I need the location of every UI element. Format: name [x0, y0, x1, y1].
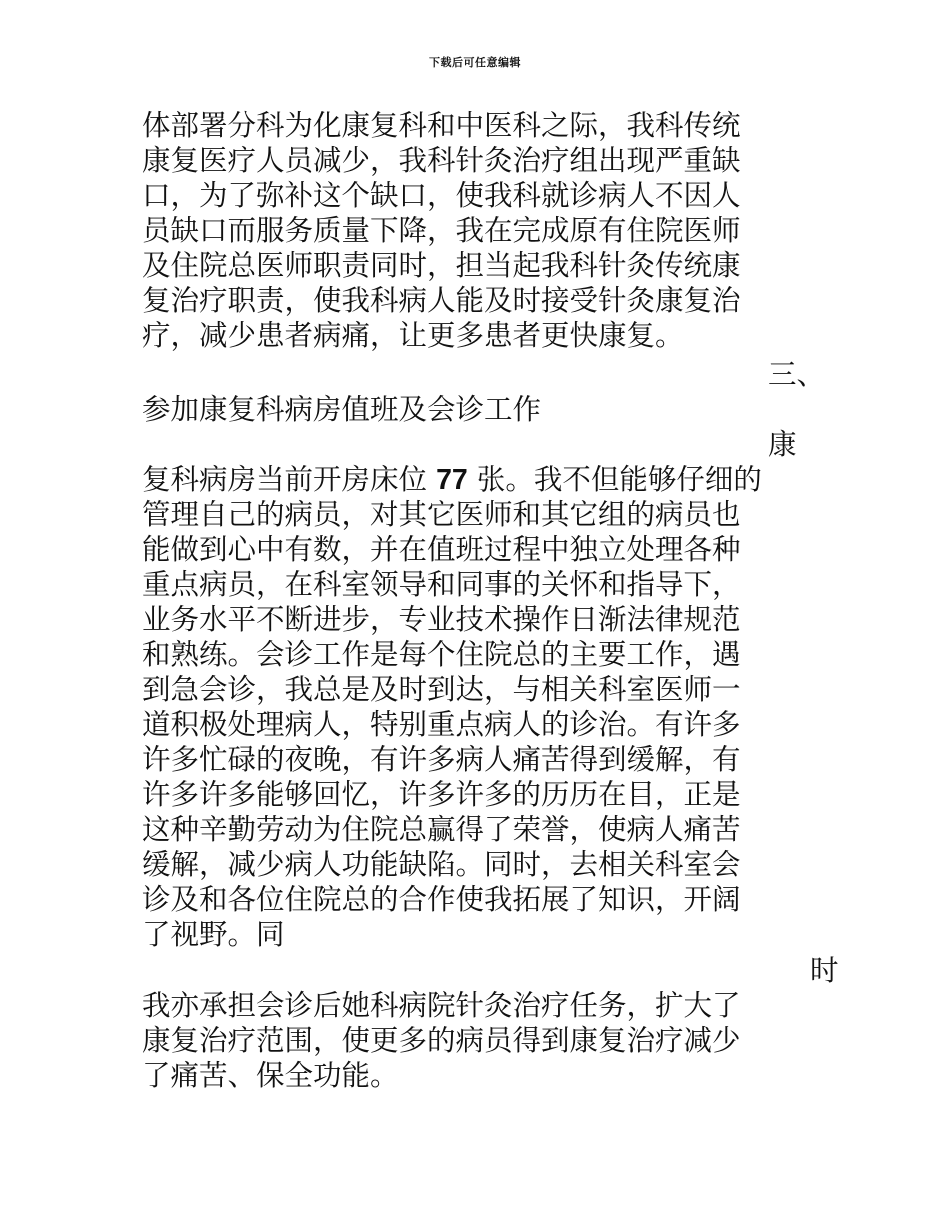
text-line: 许多许多能够回忆，许多许多的历历在目，正是	[142, 778, 741, 811]
text-line: 到急会诊，我总是及时到达，与相关科室医师一	[142, 673, 741, 706]
section-title: 参加康复科病房值班及会诊工作	[142, 393, 542, 426]
text-line: 口，为了弥补这个缺口，使我科就诊病人不因人	[142, 179, 741, 212]
text-line: 管理自己的病员，对其它医师和其它组的病员也	[142, 498, 741, 531]
text-line-with-number	[142, 462, 762, 497]
text-line: 了视野。同	[142, 918, 285, 951]
page-header: 下载后可任意编辑	[429, 56, 521, 69]
section-number: 三、	[768, 358, 826, 391]
paragraph-lead-char: 康	[768, 428, 797, 461]
text-line: 康复医疗人员减少，我科针灸治疗组出现严重缺	[142, 144, 741, 177]
text-line: 了痛苦、保全功能。	[142, 1059, 399, 1092]
text-line: 重点病员，在科室领导和同事的关怀和指导下，	[142, 568, 741, 601]
text-line: 道积极处理病人，特别重点病人的诊治。有许多	[142, 708, 741, 741]
bed-count: 77	[436, 464, 468, 496]
text-line: 能做到心中有数，并在值班过程中独立处理各种	[142, 533, 741, 566]
text-line: 及住院总医师职责同时，担当起我科针灸传统康	[142, 249, 741, 282]
text-line: 和熟练。会诊工作是每个住院总的主要工作，遇	[142, 638, 741, 671]
paragraph-2	[142, 462, 762, 952]
text-line: 康复治疗范围，使更多的病员得到康复治疗减少	[142, 1024, 741, 1057]
paragraph-1	[142, 108, 741, 353]
text-line: 我亦承担会诊后她科病院针灸治疗任务，扩大了	[142, 989, 741, 1022]
text-line: 复治疗职责，使我科病人能及时接受针灸康复治	[142, 284, 741, 317]
text-line: 体部署分科为化康复科和中医科之际，我科传统	[142, 109, 741, 142]
text-line: 缓解，减少病人功能缺陷。同时，去相关科室会	[142, 848, 741, 881]
text-line: 业务水平不断进步，专业技术操作日渐法律规范	[142, 603, 741, 636]
text-segment: 张。我不但能够仔细的	[467, 463, 762, 496]
text-line: 诊及和各位住院总的合作使我拓展了知识，开阔	[142, 883, 741, 916]
paragraph-lead-char: 时	[810, 954, 839, 987]
text-line: 许多忙碌的夜晚，有许多病人痛苦得到缓解，有	[142, 743, 741, 776]
paragraph-3	[142, 988, 741, 1093]
text-segment: 复科病房当前开房床位	[142, 463, 437, 496]
text-line: 这种辛勤劳动为住院总赢得了荣誉，使病人痛苦	[142, 813, 741, 846]
text-line: 疗，减少患者病痛，让更多患者更快康复。	[142, 319, 684, 352]
text-line: 员缺口而服务质量下降，我在完成原有住院医师	[142, 214, 741, 247]
